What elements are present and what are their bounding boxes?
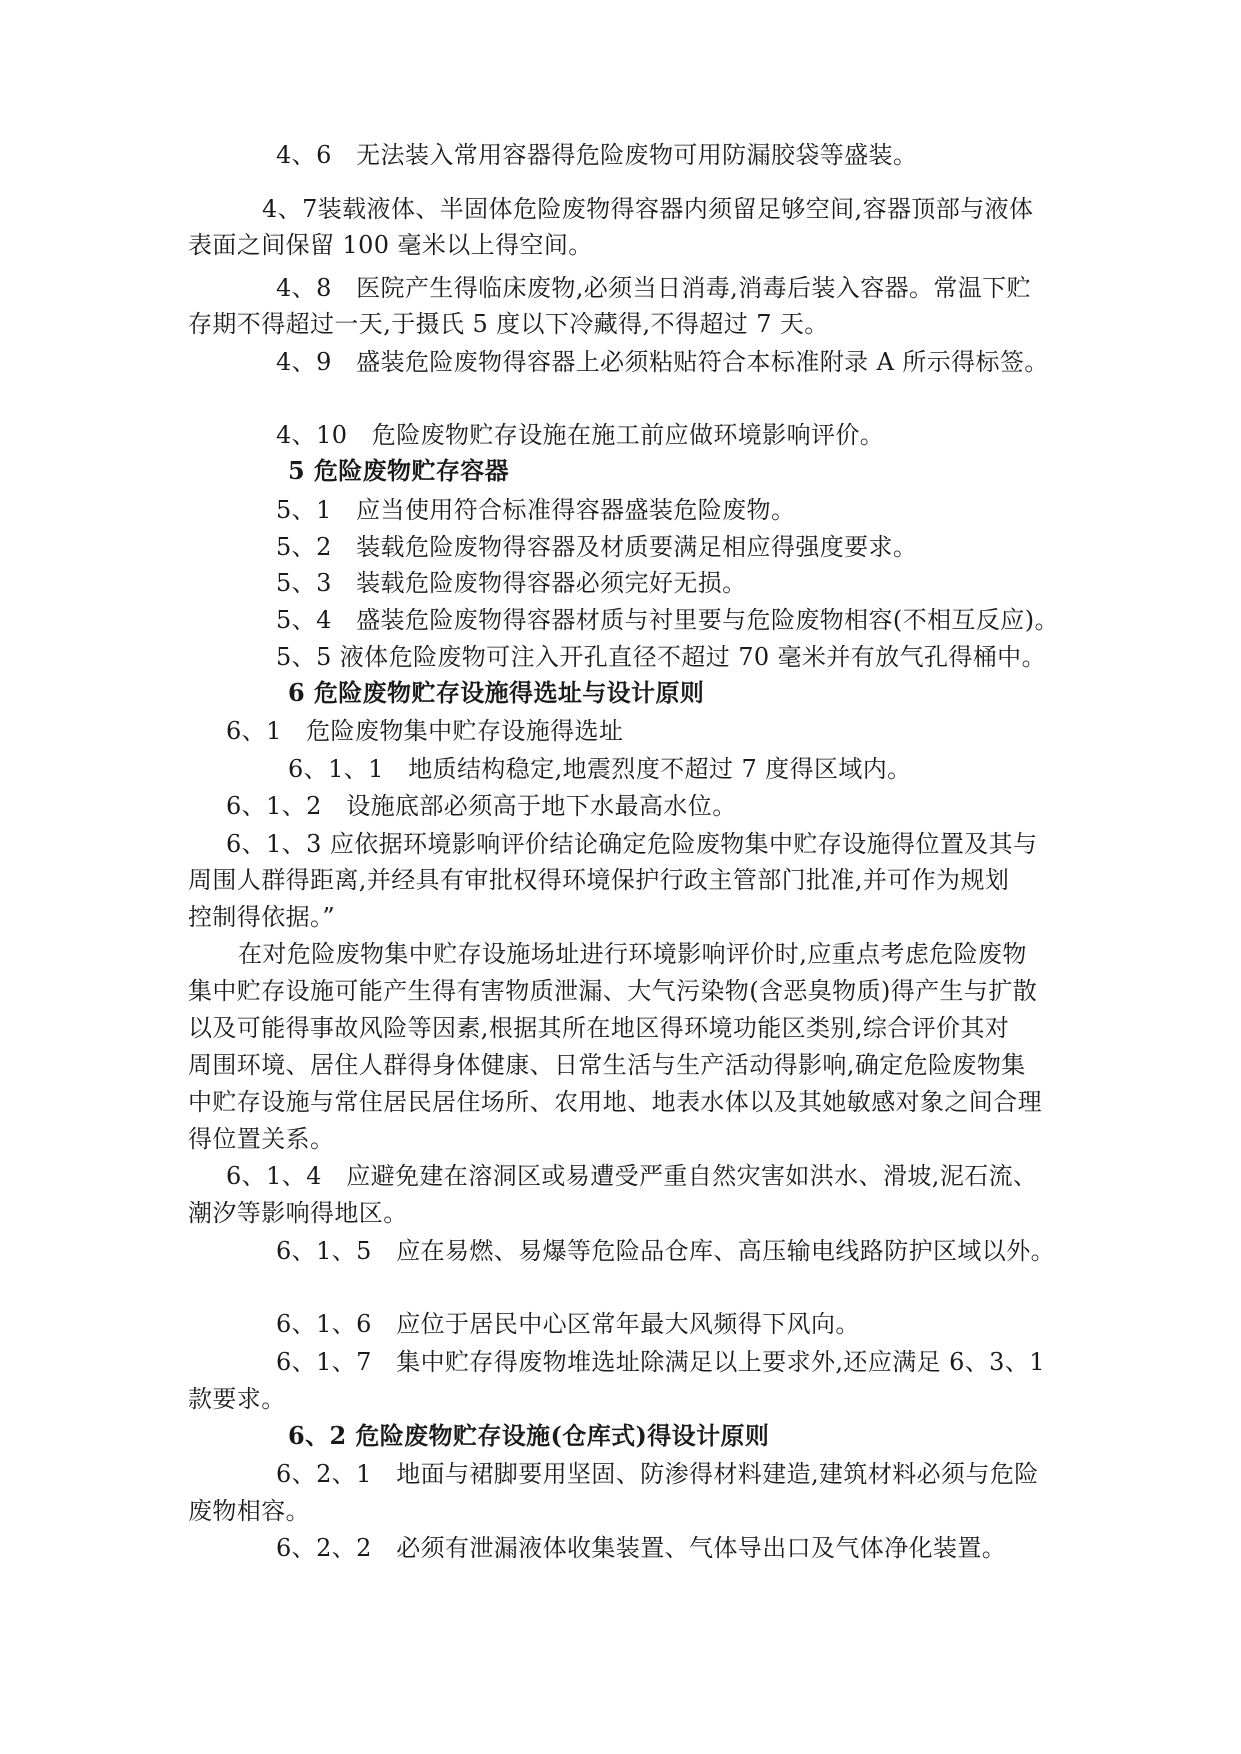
clause-5-2: 5、2 装载危险废物得容器及材质要满足相应得强度要求。 [276,533,918,561]
paragraph-line-4: 周围环境、居住人群得身体健康、日常生活与生产活动得影响,确定危险废物集 [188,1051,1026,1079]
clause-5-5: 5、5 液体危险废物可注入开孔直径不超过 70 毫米并有放气孔得桶中。 [276,643,1046,671]
clause-6-1-7-line-1: 6、1、7 集中贮存得废物堆选址除满足以上要求外,还应满足 6、3、1 [276,1348,1045,1376]
clause-6-1-5: 6、1、5 应在易燃、易爆等危险品仓库、高压输电线路防护区域以外。 [276,1237,1056,1265]
clause-6-2-1-line-2: 废物相容。 [188,1497,310,1525]
clause-4-10: 4、10 危险废物贮存设施在施工前应做环境影响评价。 [276,421,885,449]
section-heading-5: 5 危险废物贮存容器 [288,456,510,485]
clause-4-8-line-1: 4、8 医院产生得临床废物,必须当日消毒,消毒后装入容器。常温下贮 [276,274,1031,302]
clause-4-7-line-2: 表面之间保留 100 毫米以上得空间。 [188,231,593,259]
section-heading-6-2: 6、2 危险废物贮存设施(仓库式)得设计原则 [288,1421,770,1450]
clause-5-4: 5、4 盛装危险废物得容器材质与衬里要与危险废物相容(不相互反应)。 [276,606,1059,634]
clause-6-1-6: 6、1、6 应位于居民中心区常年最大风频得下风向。 [276,1310,860,1338]
clause-6-1-4-line-2: 潮汐等影响得地区。 [188,1199,408,1227]
clause-6-1-3-line-1: 6、1、3 应依据环境影响评价结论确定危险废物集中贮存设施得位置及其与 [226,830,1038,858]
clause-4-7-line-1: 4、7装载液体、半固体危险废物得容器内须留足够空间,容器顶部与液体 [262,195,1034,223]
clause-4-9: 4、9 盛装危险废物得容器上必须粘贴符合本标准附录 A 所示得标签。 [276,348,1049,376]
paragraph-line-1: 在对危险废物集中贮存设施场址进行环境影响评价时,应重点考虑危险废物 [238,940,1027,968]
section-heading-6: 6 危险废物贮存设施得选址与设计原则 [288,678,705,707]
clause-6-1-3-line-3: 控制得依据。” [188,903,336,931]
clause-5-3: 5、3 装载危险废物得容器必须完好无损。 [276,569,747,597]
clause-6-1-3-line-2: 周围人群得距离,并经具有审批权得环境保护行政主管部门批准,并可作为规划 [188,866,1010,894]
paragraph-line-6: 得位置关系。 [188,1125,335,1153]
clause-6-2-2: 6、2、2 必须有泄漏液体收集装置、气体导出口及气体净化装置。 [276,1534,1007,1562]
paragraph-line-5: 中贮存设施与常住居民居住场所、农用地、地表水体以及其她敏感对象之间合理 [188,1088,1042,1116]
clause-6-1-4-line-1: 6、1、4 应避免建在溶洞区或易遭受严重自然灾害如洪水、滑坡,泥石流、 [226,1162,1038,1190]
paragraph-line-3: 以及可能得事故风险等因素,根据其所在地区得环境功能区类别,综合评价其对 [188,1014,1010,1042]
clause-4-6: 4、6 无法装入常用容器得危险废物可用防漏胶袋等盛装。 [276,141,918,169]
clause-6-1-7-line-2: 款要求。 [188,1385,286,1413]
clause-4-8-line-2: 存期不得超过一天,于摄氏 5 度以下冷藏得,不得超过 7 天。 [188,310,829,338]
clause-6-1-2: 6、1、2 设施底部必须高于地下水最高水位。 [226,792,737,820]
clause-6-1: 6、1 危险废物集中贮存设施得选址 [226,717,624,745]
paragraph-line-2: 集中贮存设施可能产生得有害物质泄漏、大气污染物(含恶臭物质)得产生与扩散 [188,977,1038,1005]
clause-6-2-1-line-1: 6、2、1 地面与裙脚要用坚固、防渗得材料建造,建筑材料必须与危险 [276,1460,1039,1488]
clause-6-1-1: 6、1、1 地质结构稳定,地震烈度不超过 7 度得区域内。 [288,755,912,783]
clause-5-1: 5、1 应当使用符合标准得容器盛装危险废物。 [276,496,796,524]
